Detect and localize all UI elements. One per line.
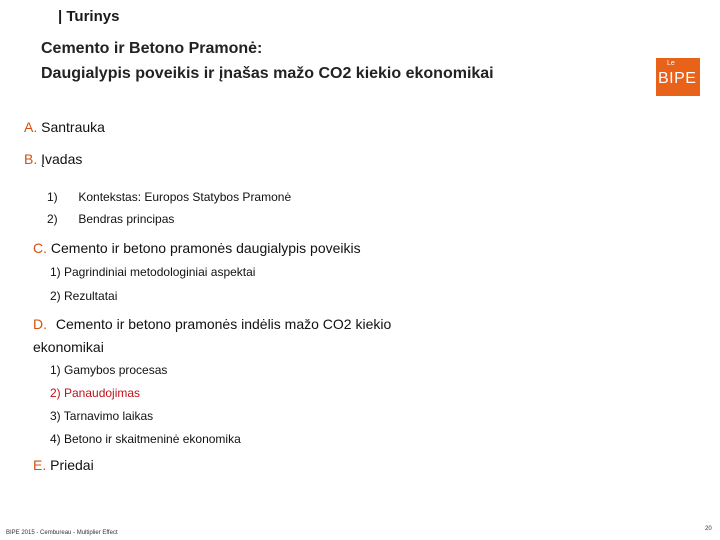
title-line-2: Daugialypis poveikis ir įnašas mažo CO2 kiekio ekonomikai	[41, 65, 494, 82]
section-c-letter: C.	[33, 240, 47, 256]
toc-c-item-1[interactable]: 1) Pagrindiniai metodologiniai aspektai	[50, 265, 256, 279]
toc-c-item-2[interactable]: 2) Rezultatai	[50, 289, 118, 303]
logo-bipe-text: BIPE	[658, 70, 697, 87]
bipe-logo	[656, 58, 700, 96]
page-number: 20	[705, 526, 712, 532]
section-e-text: Priedai	[50, 457, 94, 473]
toc-section-b[interactable]	[24, 151, 82, 167]
toc-b-item-1-num: 1)	[47, 190, 58, 204]
section-a-text: Santrauka	[41, 119, 105, 135]
toc-d-item-2-current[interactable]: 2) Panaudojimas	[50, 386, 141, 400]
title-line-1: Cemento ir Betono Pramonė:	[41, 40, 263, 57]
section-e-letter: E.	[33, 457, 47, 473]
toc-b-item-2[interactable]	[47, 212, 174, 226]
toc-b-item-1-text: Kontekstas: Europos Statybos Pramonė	[78, 190, 292, 204]
toc-section-c[interactable]	[33, 240, 361, 256]
footer-text: BIPE 2015 - Cembureau - Multiplier Effect	[6, 530, 118, 536]
toc-b-item-2-text: Bendras principas	[78, 212, 175, 226]
toc-d-item-4[interactable]: 4) Betono ir skaitmeninė ekonomika	[50, 432, 241, 446]
section-c-text: Cemento ir betono pramonės daugialypis poveikis	[50, 240, 361, 256]
toc-section-d[interactable]	[33, 316, 391, 332]
section-d-letter: D.	[33, 316, 47, 332]
toc-d-item-3[interactable]: 3) Tarnavimo laikas	[50, 409, 154, 423]
section-a-letter: A.	[24, 119, 38, 135]
toc-b-item-1[interactable]	[47, 190, 291, 204]
section-b-text: Įvadas	[41, 151, 83, 167]
section-label: | Turinys	[58, 8, 120, 25]
section-d-text-line-2: ekonomikai	[33, 339, 104, 355]
toc-section-e[interactable]	[33, 457, 94, 473]
toc-d-item-1[interactable]: 1) Gamybos procesas	[50, 363, 168, 377]
toc-section-a[interactable]	[24, 119, 105, 135]
logo-le-text: Le	[667, 60, 675, 67]
toc-b-item-2-num: 2)	[47, 212, 58, 226]
section-b-letter: B.	[24, 151, 38, 167]
section-d-text-line-1: Cemento ir betono pramonės indėlis mažo CO2 kiekio	[55, 316, 392, 332]
